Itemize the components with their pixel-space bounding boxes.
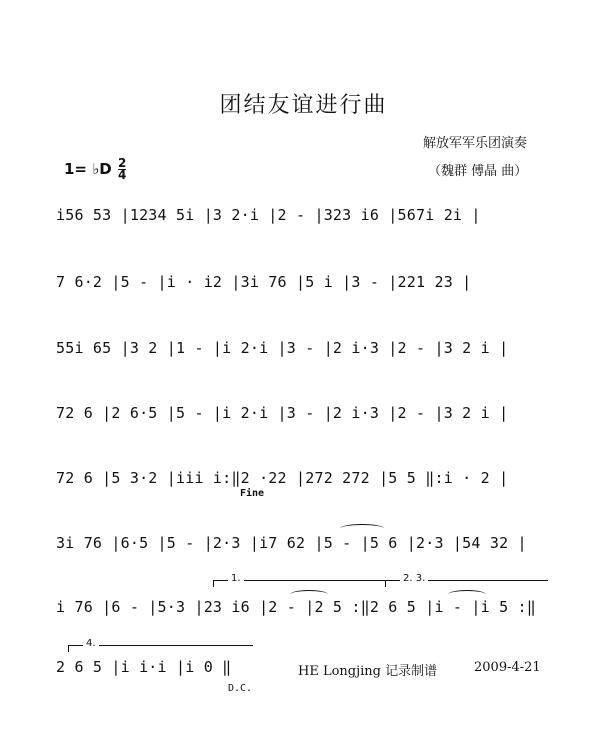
slur-mark	[340, 524, 384, 533]
time-signature	[118, 158, 126, 181]
notation-line-4: 72 6 |2 6·5 |5 - |i 2·i |3 - |2 i·3 |2 - |3 2 i |	[56, 404, 509, 422]
volta-bracket-4	[68, 638, 253, 652]
notation-line-6: 3i 76 |6·5 |5 - |2·3 |i7 62 |5 - |5 6 |2·3 |54 32 |	[56, 534, 527, 552]
notation-line-3: 55i 65 |3 2 |1 - |i 2·i |3 - |2 i·3 |2 - |3 2 i |	[56, 339, 509, 357]
notation-line-1: i56 53 |1234 5i |3 2·i |2 - |323 i6 |567i 2i |	[56, 206, 481, 224]
notation-line-7: i 76 |6 - |5·3 |23 i6 |2 - |2 5 :‖2 6 5 |i - |i 5 :‖	[56, 598, 536, 616]
fine-marker: Fine	[240, 488, 265, 499]
volta-1-label: 1.	[228, 573, 244, 584]
notation-line-8: 2 6 5 |i i·i |i 0 ‖	[56, 658, 232, 676]
meter-bottom: 4	[118, 168, 127, 182]
volta-2-label: 2. 3.	[400, 573, 428, 584]
key-label: 1= ♭D	[64, 160, 112, 178]
transcriber-credit: HE Longjing 记录制谱	[298, 664, 438, 679]
volta-4-label: 4.	[83, 638, 99, 649]
volta-bracket-1	[213, 573, 388, 587]
volta-bracket-2-3	[385, 573, 548, 587]
performer-credit: 解放军军乐团演奏	[423, 136, 528, 151]
notation-line-2: 7 6·2 |5 - |i · i2 |3i 76 |5 i |3 - |221 23 |	[56, 273, 472, 291]
meter-top: 2	[118, 156, 127, 170]
dc-marker: D.C.	[228, 683, 253, 694]
transcription-date: 2009-4-21	[474, 660, 541, 675]
key-signature	[64, 158, 126, 181]
notation-line-5: 72 6 |5 3·2 |iii i:‖2 ·22 |272 272 |5 5 ‖:i · 2 |	[56, 469, 509, 487]
composer-credit: （魏群 傅晶 曲）	[428, 164, 528, 179]
score-title: 团结友谊进行曲	[219, 93, 388, 118]
